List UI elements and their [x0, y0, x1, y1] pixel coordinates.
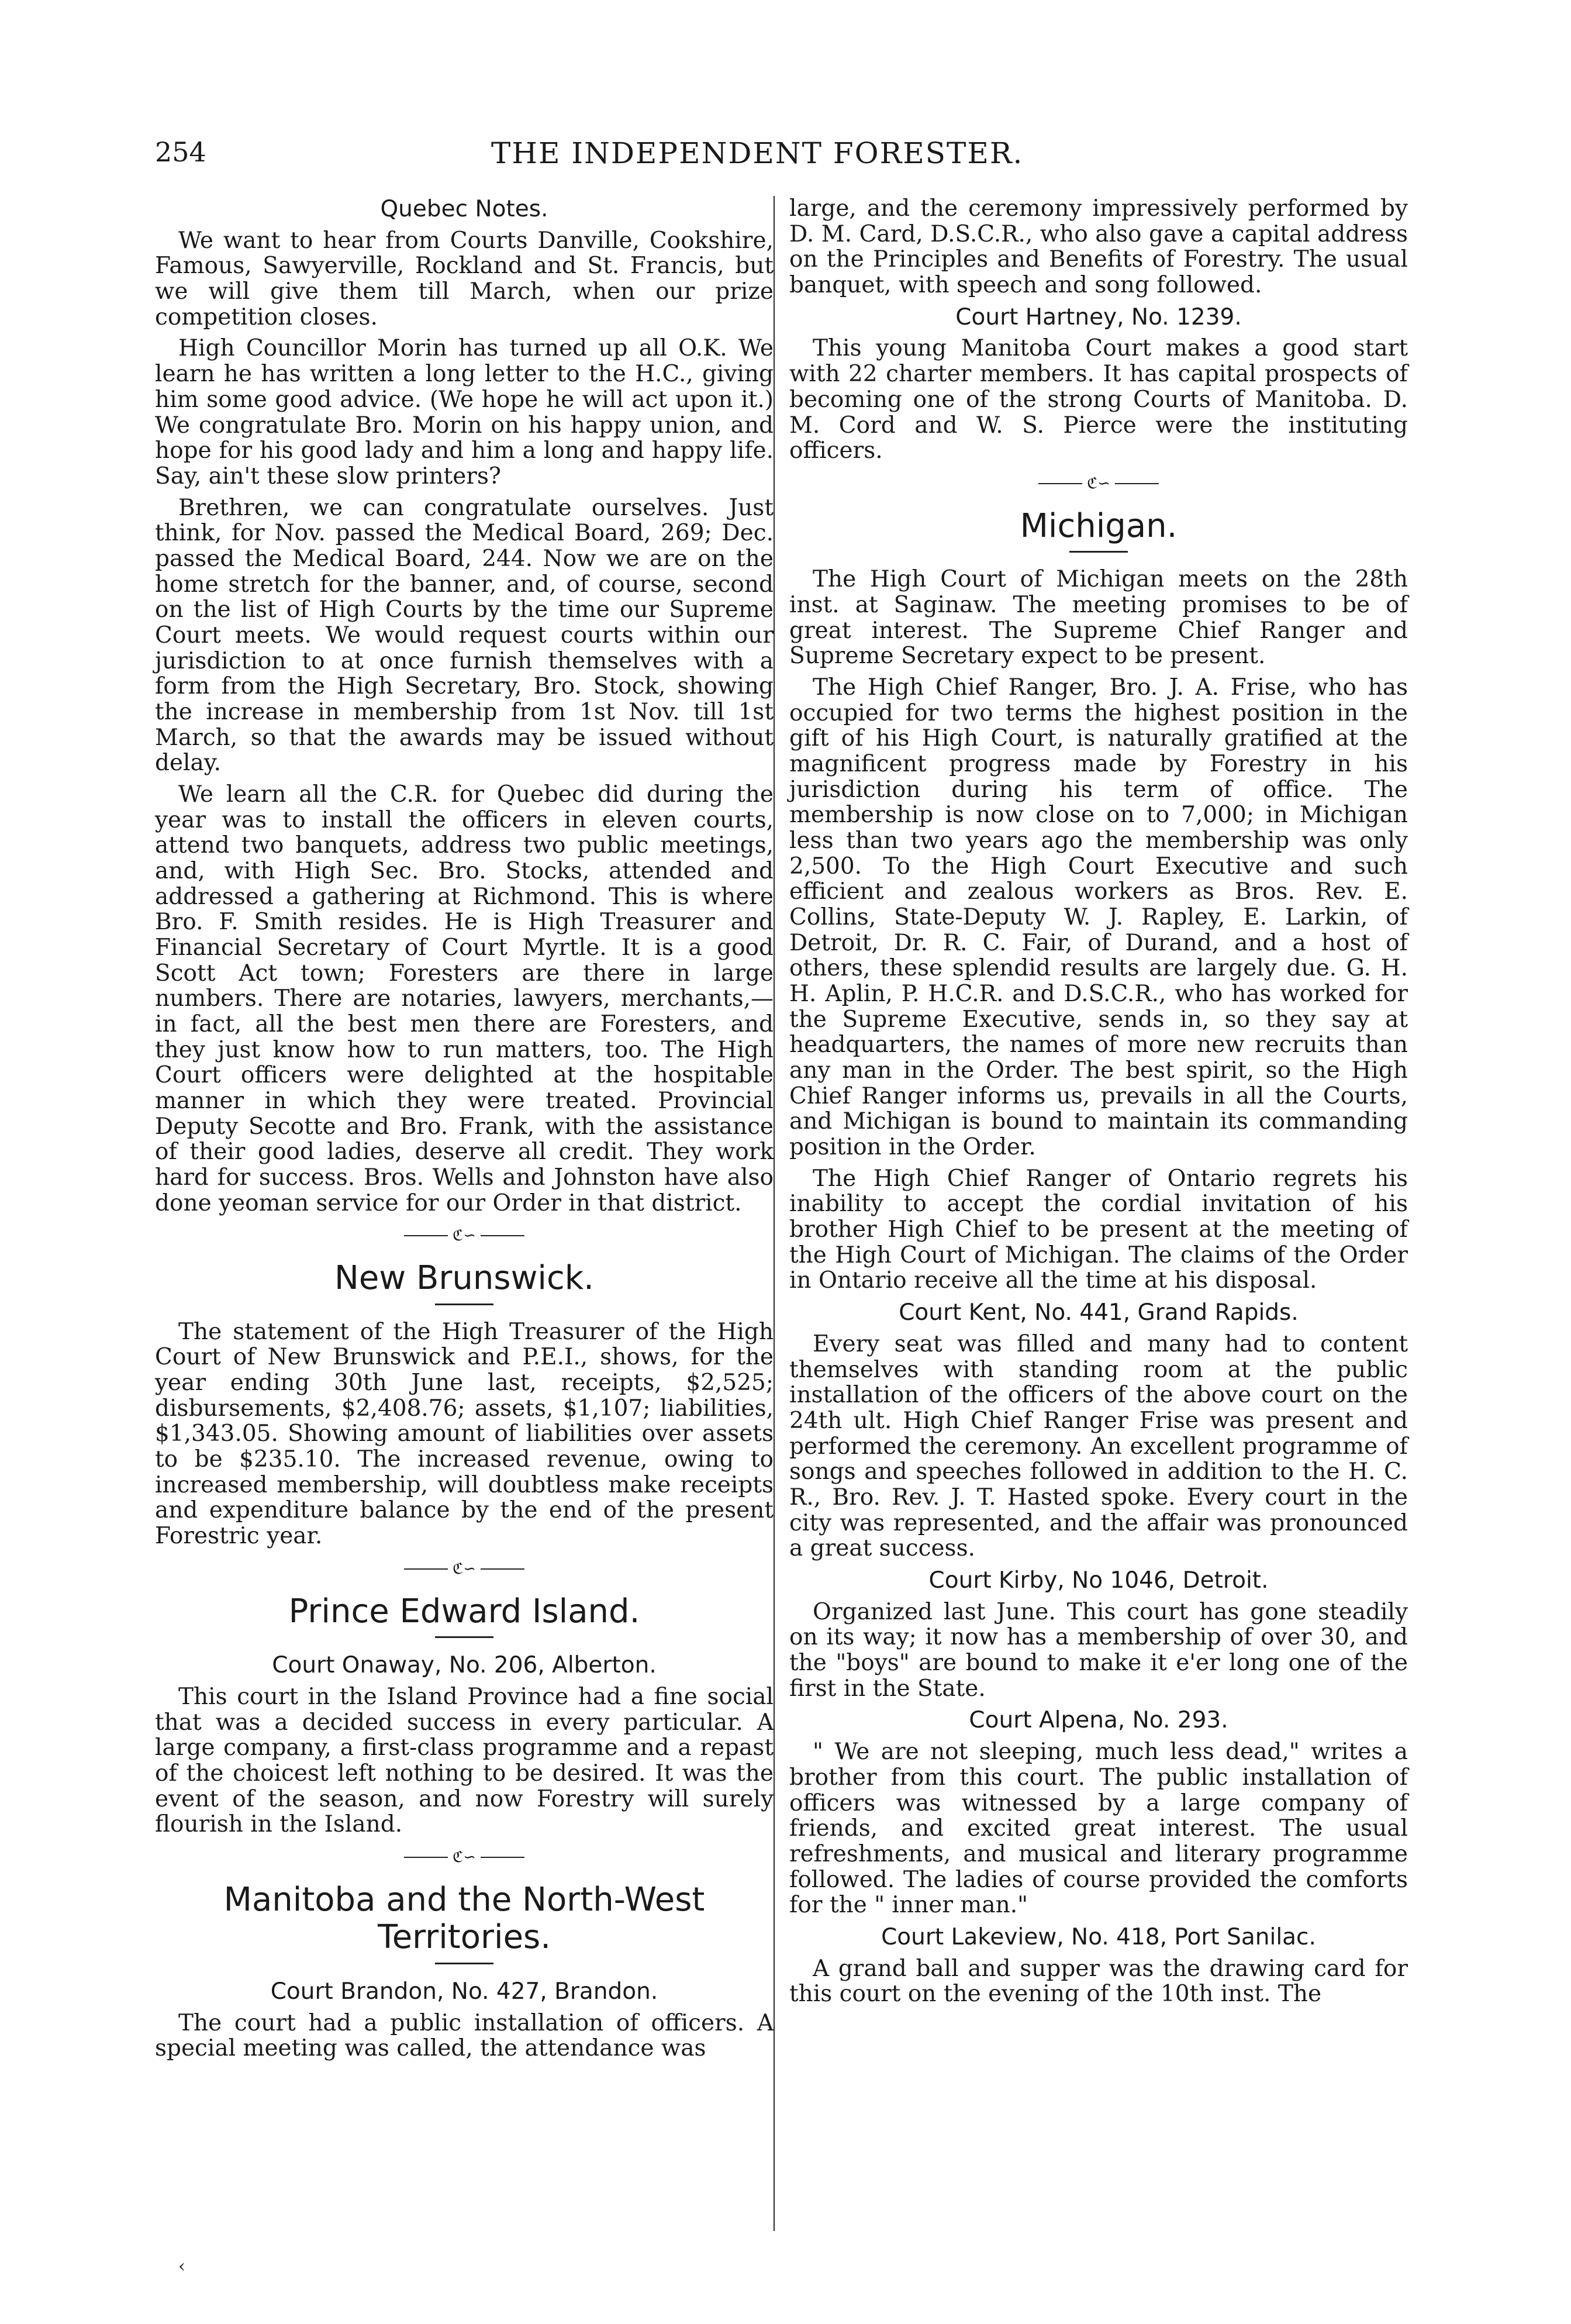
manitoba-heading-line-1: Manitoba and the North-West [223, 1880, 705, 1919]
court-kent-paragraph: Every seat was filled and many had to content themselves with standing room at the public installation of the officers of the above court on the 24th ult. High Chief Ranger Frise was present and performed the ceremony. An excellent programme of songs and speeches followed in addition to the H. C. R., Bro. Rev. J. T. Hasted spoke. Every court in the city was represented, and the affair was pronounced a great success. [789, 1330, 1408, 1562]
court-lakeview-heading: Court Lakeview, No. 418, Port Sanilac. [881, 1923, 1316, 1950]
court-brandon-continued: large, and the ceremony impressively performed by D. M. Card, D.S.C.R., who also gave a capital address on the Principles and Benefits of Forestry. The usual banquet, with speech and song followed. [789, 195, 1408, 299]
michigan-paragraph-2: The High Chief Ranger, Bro. J. A. Frise, who has occupied for two terms the highest position in the gift of his High Court, is naturally gratified at the magnificent progress made by Forestry in his jurisdiction during his term of office. The membership is now close on to 7,000; in Michigan less than two years ago the membership was only 2,500. To the High Court Executive and such efficient and zealous workers as Bros. Rev. E. Collins, State-Deputy W. J. Rapley, E. Larkin, of Detroit, Dr. R. C. Fair, of Durand, and a host of others, these splendid results are largely due. G. H. H. Aplin, P. H.C.R. and D.S.C.R., who has worked for the Supreme Executive, sends in, so they say at headquarters, the names of more new recruits than any man in the Order. The best spirit, so the High Chief Ranger informs us, prevails in all the Courts, and Michigan is bound to maintain its commanding position in the Order. [789, 674, 1408, 1161]
court-lakeview-paragraph: A grand ball and supper was the drawing card for this court on the evening of the 10th inst. The [789, 1955, 1408, 2008]
michigan-heading: Michigan. [1020, 506, 1178, 545]
quebec-paragraph-4: We learn all the C.R. for Quebec did during the year was to install the officers in eleven courts, attend two banquets, address two public meetings, and, with High Sec. Bro. Stocks, attended and addressed a gathering at Richmond. This is where Bro. F. Smith resides. He is High Treasurer and Financial Secretary of Court Myrtle. It is a good Scott Act town; Foresters are there in large numbers. There are notaries, lawyers, merchants,—in fact, all the best men there are Foresters, and they just know how to run matters, too. The High Court officers were delighted at the hospitable manner in which they were treated. Provincial Deputy Secotte and Bro. Frank, with the assistance of their good ladies, deserve all credit. They work hard for success. Bros. Wells and Johnston have also done yeoman service for our Order in that district. [155, 781, 774, 1216]
court-brandon-paragraph: The court had a public installation of officers. A special meeting was called, the attendance was [155, 2009, 774, 2062]
manitoba-heading-line-2: Territories. [378, 1918, 551, 1957]
court-onaway-paragraph: This court in the Island Province had a fine social that was a decided success in every particular. A large company, a first-class programme and a repast of the choicest left nothing to be desired. It was the event of the season, and now Forestry will surely flourish in the Island. [155, 1683, 774, 1838]
column-divider [774, 196, 775, 2231]
right-column [789, 196, 1408, 2013]
heading-rule [435, 1636, 493, 1638]
quebec-paragraph-1: We want to hear from Courts Danville, Cookshire, Famous, Sawyerville, Rockland and St. Francis, but we will give them till March, when our prize competition closes. [155, 227, 774, 330]
section-ornament: ℭ∽ [155, 1849, 774, 1865]
new-brunswick-paragraph: The statement of the High Treasurer of the High Court of New Brunswick and P.E.I., shows, for the year ending 30th June last, receipts, $2,525; disbursements, $2,408.76; assets, $1,107; liabilities, $1,343.05. Showing amount of liabilities over assets to be $235.10. The increased revenue, owing to increased membership, will doubtless make receipts and expenditure balance by the end of the present Forestric year. [155, 1318, 774, 1550]
quebec-paragraph-2: High Councillor Morin has turned up all O.K. We learn he has written a long letter to the H.C., giving him some good advice. (We hope he will act upon it.) We congratulate Bro. Morin on his happy union, and hope for his good lady and him a long and happy life. Say, ain't these slow printers? [155, 335, 774, 489]
court-alpena-heading: Court Alpena, No. 293. [969, 1707, 1228, 1734]
court-kent-heading: Court Kent, No. 441, Grand Rapids. [899, 1299, 1299, 1326]
new-brunswick-heading: New Brunswick. [334, 1259, 594, 1298]
court-hartney-heading: Court Hartney, No. 1239. [955, 304, 1242, 330]
heading-rule [1069, 551, 1128, 553]
michigan-paragraph-1: The High Court of Michigan meets on the 28th inst. at Saginaw. The meeting promises to be of great interest. The Supreme Chief Ranger and Supreme Secretary expect to be present. [789, 566, 1408, 670]
court-alpena-paragraph: " We are not sleeping, much less dead," writes a brother from this court. The public installation of officers was witnessed by a large company of friends, and excited great interest. The usual refreshments, and musical and literary programme followed. The ladies of course provided the comforts for the " inner man." [789, 1739, 1408, 1919]
page-number: 254 [155, 136, 206, 168]
section-ornament: ℭ∽ [155, 1227, 774, 1243]
section-ornament: ℭ∽ [155, 1561, 774, 1577]
court-hartney-paragraph: This young Manitoba Court makes a good start with 22 charter members. It has capital prospects of becoming one of the strong Courts of Manitoba. D. M. Cord and W. S. Pierce were the instituting officers. [789, 335, 1408, 464]
court-onaway-heading: Court Onaway, No. 206, Alberton. [272, 1652, 657, 1679]
stray-mark: ‹ [178, 2256, 185, 2277]
left-column [155, 196, 774, 2067]
court-brandon-heading: Court Brandon, No. 427, Brandon. [270, 1978, 658, 2005]
court-kirby-paragraph: Organized last June. This court has gone steadily on its way; it now has a membership of over 30, and the "boys" are bound to make it e'er long one of the first in the State. [789, 1598, 1408, 1702]
quebec-paragraph-3: Brethren, we can congratulate ourselves. Just think, for Nov. passed the Medical Board, 269; Dec. passed the Medical Board, 244. Now we are on the home stretch for the banner, and, of course, second on the list of High Courts by the time our Supreme Court meets. We would request courts within our jurisdiction to at once furnish themselves with a form from the High Secretary, Bro. Stock, showing the increase in membership from 1st Nov. till 1st March, so that the awards may be issued without delay. [155, 494, 774, 777]
heading-rule [435, 1963, 493, 1964]
quebec-notes-heading: Quebec Notes. [380, 196, 548, 222]
michigan-paragraph-3: The High Chief Ranger of Ontario regrets his inability to accept the cordial invitation of his brother High Chief to be present at the meeting of the High Court of Michigan. The claims of the Order in Ontario receive all the time at his disposal. [789, 1165, 1408, 1294]
heading-rule [435, 1304, 493, 1305]
section-ornament: ℭ∽ [789, 475, 1408, 491]
court-kirby-heading: Court Kirby, No 1046, Detroit. [928, 1567, 1269, 1594]
running-head: THE INDEPENDENT FORESTER. [491, 136, 1024, 170]
prince-edward-island-heading: Prince Edward Island. [288, 1592, 640, 1630]
